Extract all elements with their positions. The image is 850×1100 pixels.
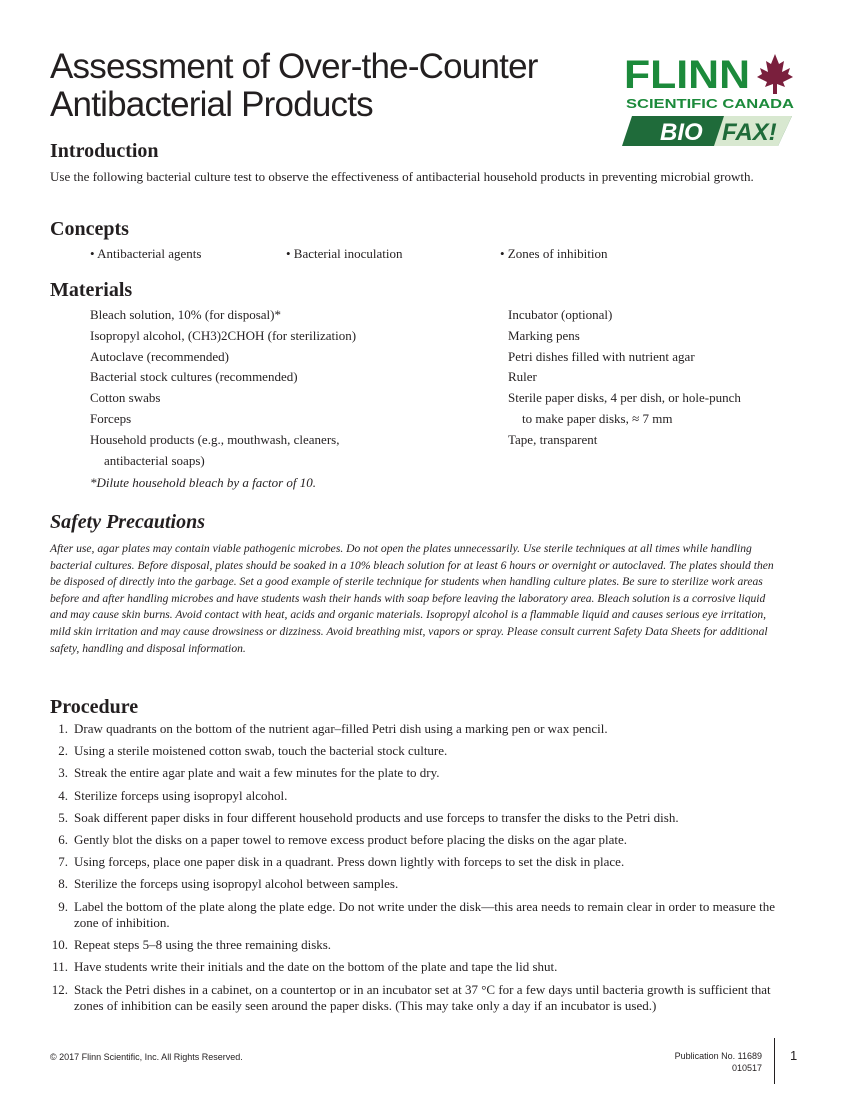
maple-leaf-icon xyxy=(757,54,793,94)
page-number: 1 xyxy=(790,1048,798,1063)
title-line-1: Assessment of Over-the-Counter xyxy=(50,47,538,86)
materials-right-column xyxy=(508,305,741,451)
step-number: 2. xyxy=(58,743,68,759)
step-number: 6. xyxy=(58,831,68,847)
step-text: Label the bottom of the plate along the plate edge. Do not write under the disk—this area needs to remain clear in order to measure the zone of inhibition. xyxy=(74,898,776,930)
material-item: Tape, transparent xyxy=(508,431,598,447)
material-item: Isopropyl alcohol, (CH3)2CHOH (for sterilization) xyxy=(90,327,357,343)
step-number: 9. xyxy=(58,898,68,914)
step-number: 3. xyxy=(58,765,68,781)
material-item: Petri dishes filled with nutrient agar xyxy=(508,348,695,364)
safety-heading: Safety Precautions xyxy=(50,511,205,533)
material-item: Incubator (optional) xyxy=(508,307,613,322)
procedure-step xyxy=(50,982,780,1015)
step-text: Using forceps, place one paper disk in a quadrant. Press down lightly with forceps to set the disk in place. xyxy=(74,854,625,870)
procedure-step xyxy=(50,765,780,782)
step-number: 11. xyxy=(52,959,68,975)
materials-left-column xyxy=(90,305,356,471)
step-number: 10. xyxy=(51,937,68,953)
material-item: Household products (e.g., mouthwash, cleaners, xyxy=(90,431,340,447)
step-number: 8. xyxy=(58,876,68,892)
concept-item: • Bacterial inoculation xyxy=(286,246,403,261)
step-number: 12. xyxy=(51,981,68,997)
logo-bio: BIO xyxy=(660,119,703,146)
material-item: Cotton swabs xyxy=(90,390,161,406)
procedure-step xyxy=(50,788,780,805)
procedure-step xyxy=(50,721,780,738)
material-item: Forceps xyxy=(90,410,132,426)
publication-info xyxy=(640,1050,762,1074)
step-text: Sterilize the forceps using isopropyl alcohol between samples. xyxy=(74,876,399,892)
page-title xyxy=(50,48,538,124)
step-text: Streak the entire agar plate and wait a few minutes for the plate to dry. xyxy=(74,765,440,781)
step-text: Soak different paper disks in four different household products and use forceps to transfer the disks to the Petri dish. xyxy=(74,809,679,825)
materials-heading: Materials xyxy=(50,279,133,301)
procedure-step xyxy=(50,959,780,976)
logo-subtitle: SCIENTIFIC CANADA xyxy=(626,96,795,111)
material-item: Bacterial stock cultures (recommended) xyxy=(90,369,298,385)
procedure-step xyxy=(50,854,780,871)
concepts-heading: Concepts xyxy=(50,218,129,240)
step-text: Repeat steps 5–8 using the three remaining disks. xyxy=(74,937,332,953)
footer-divider xyxy=(774,1038,775,1084)
logo-fax: FAX! xyxy=(722,119,777,146)
publication-number: Publication No. 11689 xyxy=(674,1051,762,1061)
material-item: Bleach solution, 10% (for disposal)* xyxy=(90,307,281,322)
concepts-list xyxy=(0,246,850,264)
step-number: 5. xyxy=(58,809,68,825)
step-text: Sterilize forceps using isopropyl alcohol. xyxy=(74,787,288,803)
material-item: Marking pens xyxy=(508,327,580,343)
step-text: Have students write their initials and the date on the bottom of the plate and tape the lid shut. xyxy=(74,959,558,975)
procedure-step xyxy=(50,832,780,849)
material-item: Sterile paper disks, 4 per dish, or hole-punch xyxy=(508,390,741,406)
concept-item: • Zones of inhibition xyxy=(500,246,608,261)
step-number: 1. xyxy=(58,721,68,736)
introduction-heading: Introduction xyxy=(50,140,159,162)
copyright-notice: © 2017 Flinn Scientific, Inc. All Rights Reserved. xyxy=(50,1052,243,1062)
step-text: Stack the Petri dishes in a cabinet, on a countertop or in an incubator set at 37 °C for a few days until bacteria growth is sufficient that zones of inhibition can be easily seen around the paper disks. (This may take only a day if an incubator is used.) xyxy=(74,981,771,1014)
materials-footnote: *Dilute household bleach by a factor of 10. xyxy=(90,475,317,490)
procedure-step xyxy=(50,876,780,893)
procedure-steps xyxy=(50,721,780,1020)
title-line-2: Antibacterial Products xyxy=(50,85,373,124)
safety-text: After use, agar plates may contain viable pathogenic microbes. Do not open the plates unnecessarily. Use sterile techniques at all times while handling bacterial cultures. Before disposal, plates should be soaked in a 10% bleach solution for at least 6 hours or overnight or autoclaved. The plates should then be disposed of directly into the garbage. Set a good example of sterile technique for students when handling culture plates. Be sure to sterilize work areas before and after handling microbes and have students wash their hands with soap before leaving the laboratory area. Bleach solution is a corrosive liquid and may cause skin burns. Avoid contact with heat, acids and organic materials. Isopropyl alcohol is a flammable liquid and causes serious eye irritation, mild skin irritation and may cause drowsiness or dizziness. Avoid breathing mist, vapors or spray. Please consult current Safety Data Sheets for additional safety, handling and disposal information. xyxy=(50,542,774,655)
material-item-continued: antibacterial soaps) xyxy=(104,452,205,468)
material-item: Ruler xyxy=(508,369,537,385)
procedure-step xyxy=(50,937,780,954)
procedure-step xyxy=(50,743,780,760)
introduction-text: Use the following bacterial culture test to observe the effectiveness of antibacterial household products in preventing microbial growth. xyxy=(50,169,754,184)
publication-code: 010517 xyxy=(731,1063,762,1073)
logo-brand: FLINN xyxy=(624,53,750,97)
procedure-step xyxy=(50,810,780,827)
material-item-continued: to make paper disks, ≈ 7 mm xyxy=(522,410,673,426)
flinn-bio-fax-logo xyxy=(620,50,800,148)
step-text: Gently blot the disks on a paper towel to remove excess product before placing the disks on the agar plate. xyxy=(74,831,628,847)
step-text: Using a sterile moistened cotton swab, touch the bacterial stock culture. xyxy=(74,743,448,759)
material-item: Autoclave (recommended) xyxy=(90,348,229,364)
procedure-step xyxy=(50,899,780,932)
procedure-heading: Procedure xyxy=(50,696,139,718)
step-text: Draw quadrants on the bottom of the nutrient agar–filled Petri dish using a marking pen or wax pencil. xyxy=(74,721,608,736)
step-number: 4. xyxy=(58,787,68,803)
step-number: 7. xyxy=(58,854,68,870)
concept-item: • Antibacterial agents xyxy=(90,246,202,261)
